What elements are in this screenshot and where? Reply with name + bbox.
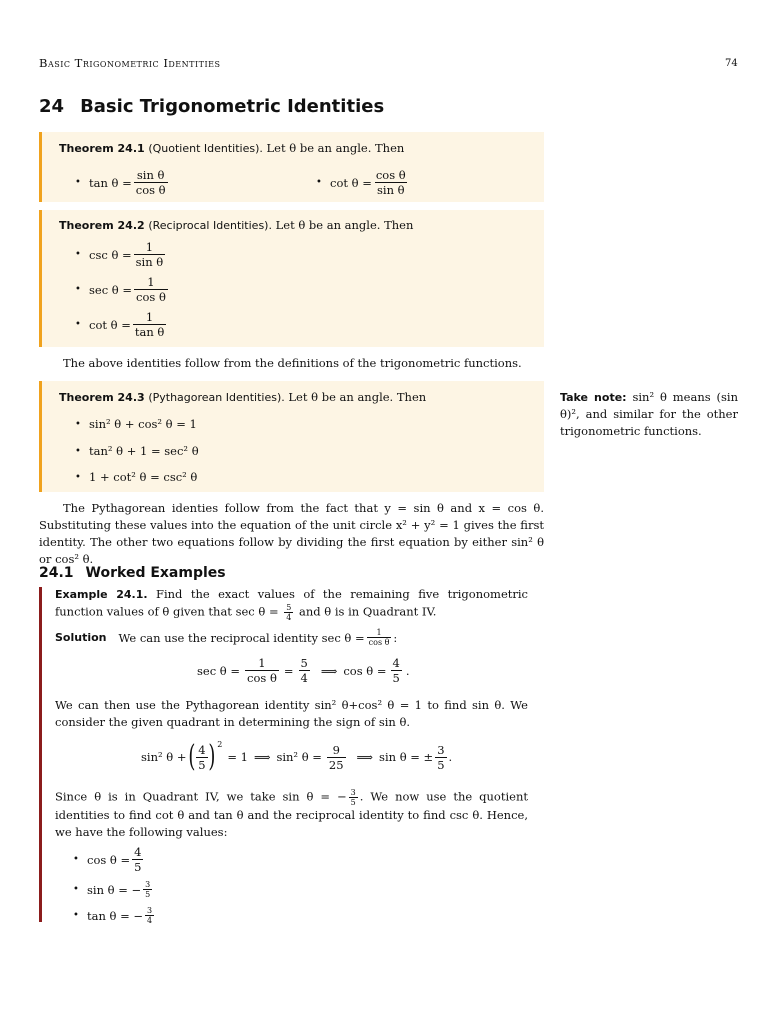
numerator: 1	[376, 628, 382, 637]
numerator: 5	[286, 603, 292, 612]
denominator: 5	[437, 757, 445, 772]
denominator: 25	[328, 757, 344, 772]
eq-part: .	[448, 750, 453, 764]
eq-part: .	[405, 663, 410, 678]
fraction	[143, 880, 152, 899]
theorem-name: (Reciprocal Identities).	[148, 219, 272, 232]
denominator: 5	[350, 798, 356, 807]
para-text: . We now use the quotient identities to find cot θ and tan θ and the reciprocal identity to find csc θ. Hence, we have the following values:	[55, 789, 528, 839]
solution-colon: :	[393, 630, 398, 645]
eq-part: = 1	[227, 750, 248, 764]
fraction	[133, 310, 166, 339]
numerator: 1	[145, 310, 154, 324]
bullet-icon: •	[75, 319, 81, 330]
denominator: cos θ	[136, 290, 166, 304]
identity-lhs: sec θ =	[89, 282, 133, 297]
side-note-label: Take note:	[560, 391, 627, 404]
reciprocal-note: The above identities follow from the definitions of the trigonometric functions.	[63, 356, 522, 370]
bullet-icon: •	[75, 418, 81, 430]
identity-item	[75, 310, 168, 339]
value-item	[73, 906, 156, 925]
fraction	[299, 656, 310, 685]
eq-part: sec θ =	[197, 663, 241, 678]
bullet-icon: •	[75, 284, 81, 295]
denominator: sin θ	[135, 255, 164, 269]
implies-symbol: ⟹	[356, 750, 374, 764]
theorem-name: (Pythagorean Identities).	[148, 391, 285, 404]
denominator: tan θ	[134, 325, 165, 339]
equation-sin-value	[141, 739, 453, 774]
numerator: 1	[145, 240, 154, 254]
theorem-heading	[59, 218, 413, 232]
denominator: cos θ	[368, 638, 390, 647]
fraction	[134, 168, 168, 197]
theorem-intro: Let θ be an angle. Then	[275, 218, 414, 232]
fraction	[196, 743, 207, 772]
identity-lhs: tan θ =	[89, 175, 132, 190]
value-lhs: tan θ = −	[87, 908, 144, 923]
bullet-icon: •	[73, 910, 79, 921]
fraction	[134, 240, 166, 269]
section-number: 24	[39, 96, 65, 117]
identity-text: 1 + cot² θ = csc² θ	[89, 470, 198, 484]
identity-text: tan² θ + 1 = sec² θ	[89, 444, 199, 458]
denominator: cos θ	[135, 183, 166, 197]
implies-symbol: ⟹	[253, 750, 271, 764]
fraction	[132, 845, 143, 874]
identity-item	[75, 240, 167, 269]
numerator: 5	[300, 656, 308, 670]
example-paragraph-3	[55, 788, 528, 841]
identity-item	[75, 417, 197, 431]
solution-line	[55, 628, 397, 647]
eq-part: =	[283, 663, 294, 678]
identity-item	[316, 168, 410, 197]
identity-lhs: cot θ =	[89, 317, 131, 332]
section-title	[39, 96, 384, 117]
equation-sec-to-cos	[197, 656, 409, 685]
value-lhs: cos θ =	[87, 852, 131, 867]
subsection-title-text: Worked Examples	[85, 565, 226, 581]
fraction	[327, 743, 346, 772]
bullet-icon: •	[316, 177, 322, 188]
implies-symbol: ⟹	[320, 663, 338, 678]
numerator: 3	[350, 788, 356, 797]
numerator: 4	[392, 656, 400, 670]
bullet-icon: •	[73, 854, 79, 865]
numerator: 1	[258, 656, 266, 670]
denominator: 4	[286, 613, 292, 622]
theorem-label: Theorem 24.2	[59, 219, 145, 232]
identity-lhs: cot θ =	[330, 175, 372, 190]
identity-item	[75, 444, 199, 458]
fraction	[245, 656, 279, 685]
denominator: 5	[392, 671, 400, 685]
numerator: 4	[198, 742, 206, 757]
fraction	[391, 656, 402, 685]
theorem-box-reciprocal	[39, 210, 544, 347]
denominator: 4	[300, 671, 308, 685]
fraction	[134, 275, 168, 304]
example-statement-text: Find the exact values of the remaining five trigonometric function values of θ given that sec θ =	[55, 587, 528, 619]
running-head: Basic Trigonometric Identities	[39, 56, 221, 70]
numerator: 3	[145, 880, 151, 889]
eq-part: cos θ =	[343, 663, 387, 678]
side-note-text: sin² θ means (sin θ)², and similar for the other trigonometric functions.	[560, 390, 738, 438]
theorem-heading	[59, 390, 426, 404]
identity-item	[75, 470, 197, 484]
value-lhs: sin θ = −	[87, 882, 142, 897]
bullet-icon: •	[75, 471, 81, 483]
theorem-name: (Quotient Identities).	[148, 142, 263, 155]
example-statement-text: and θ is in Quadrant IV.	[299, 604, 437, 619]
theorem-intro: Let θ be an angle. Then	[288, 390, 427, 404]
numerator: 1	[147, 275, 155, 289]
bullet-icon: •	[73, 884, 79, 895]
identity-lhs: csc θ =	[89, 247, 132, 262]
theorem-intro: Let θ be an angle. Then	[266, 141, 405, 155]
identity-item	[75, 168, 170, 197]
numerator: sin θ	[136, 168, 165, 182]
exponent: 2	[217, 740, 223, 749]
bullet-icon: •	[75, 177, 81, 188]
denominator: sin θ	[377, 183, 405, 197]
para-text: Since θ is in Quadrant IV, we take sin θ = −	[55, 789, 347, 804]
theorem-heading	[59, 141, 404, 155]
theorem-label: Theorem 24.3	[59, 391, 145, 404]
fraction	[349, 788, 358, 807]
value-item	[73, 845, 145, 874]
example-label: Example 24.1.	[55, 588, 148, 601]
numerator: 3	[437, 742, 445, 757]
value-item	[73, 880, 154, 899]
left-paren: (	[188, 739, 196, 774]
page-number: 74	[725, 58, 738, 69]
fraction	[374, 168, 408, 197]
example-paragraph-2: We can then use the Pythagorean identity sin² θ+cos² θ = 1 to find sin θ. We consider the given quadrant in determining the sign of sin θ.	[55, 698, 528, 729]
pythagorean-paragraph: The Pythagorean identies follow from the fact that y = sin θ and x = cos θ. Substituting these values into the equation of the unit circle x² + y² = 1 gives the first identity. The other two equations follow by dividing the first equation by either sin² θ or cos² θ.	[39, 501, 544, 566]
example-statement	[55, 586, 528, 622]
identity-item	[75, 275, 170, 304]
denominator: 4	[147, 916, 153, 925]
solution-text: We can use the reciprocal identity sec θ =	[118, 630, 365, 645]
subsection-title	[39, 565, 226, 581]
theorem-box-quotient	[39, 132, 544, 202]
eq-part: sin² θ +	[141, 750, 187, 764]
right-paren: )	[207, 739, 215, 774]
solution-label: Solution	[55, 631, 107, 644]
numerator: cos θ	[375, 168, 406, 182]
side-note	[560, 389, 738, 440]
theorem-label: Theorem 24.1	[59, 142, 145, 155]
bullet-icon: •	[75, 445, 81, 457]
bullet-icon: •	[75, 249, 81, 260]
fraction	[435, 743, 446, 772]
subsection-number: 24.1	[39, 565, 74, 581]
theorem-box-pythagorean	[39, 381, 544, 492]
eq-part: sin² θ =	[276, 750, 322, 764]
fraction	[145, 906, 154, 925]
identity-text: sin² θ + cos² θ = 1	[89, 417, 197, 431]
numerator: 3	[147, 906, 153, 915]
section-title-text: Basic Trigonometric Identities	[80, 96, 385, 117]
example-bar	[39, 587, 42, 922]
denominator: 5	[145, 890, 151, 899]
denominator: cos θ	[247, 671, 277, 685]
fraction	[284, 603, 293, 622]
numerator: 4	[134, 845, 142, 859]
eq-part: sin θ = ±	[379, 750, 434, 764]
denominator: 5	[198, 757, 206, 772]
denominator: 5	[134, 860, 142, 874]
numerator: 9	[332, 742, 340, 757]
fraction	[367, 628, 392, 647]
